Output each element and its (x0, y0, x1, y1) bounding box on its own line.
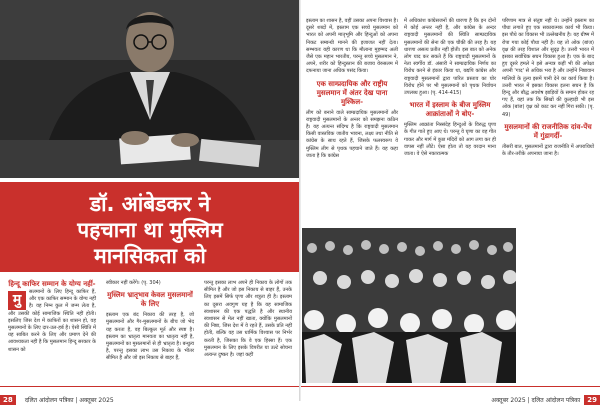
body-text: स्वीकार नहीं करेंगे। (पृ. 304) (106, 280, 161, 286)
right-column-1 (306, 18, 398, 160)
body-text: इस्लाम एक बंद निकाय की तरह है, जो मुसलमानों और गैर-मुसलमानों के बीच जो भेद यह करता है, वह बिल्कुल मूर्त और स्पष्ट है। इस्लाम का भ्रातृत्व मानवता का भ्रातृत्व नहीं है, मुसलमानों का मुसलमानों से ही भ्रातृत्व है। बन्धुत्व है, परन्तु इसका लाभ उस निकाय के भीतर सीमित है और जो इस निकाय से बाहर हैं, (106, 312, 194, 362)
subheading-political-tactics: मुसलमानों की राजनीतिक दांव-पेंच में गुंडागर्दी- (504, 122, 592, 140)
page-number: 28 (0, 395, 16, 405)
drop-cap: मु (8, 291, 26, 310)
article-headline (0, 182, 300, 272)
crowd-photo (302, 228, 516, 383)
headline-line-3: मानसिकता को (94, 244, 206, 268)
folio-label: दलित आंदोलन पत्रिका | अक्तूबर 2025 (24, 397, 114, 404)
body-text: तीसरी बात, मुसलमानों द्वारा राजनीति में अपराधियों के तौर-तरीके अपनाया जाना है। (502, 143, 594, 158)
folio-label: अक्तूबर 2025 | दलित आंदोलन पत्रिका (491, 397, 581, 404)
body-text: सलमानों के लिए हिन्दू काफिर हैं, और एक काफिर सम्मान के योग्य नहीं है। वह निम्न कुल में जन्म लेता है, और उसकी कोई सामाजिक स्थिति नहीं होती। इसलिए जिस देश में काफिरों का शासन हो, वह मुसलमानों के लिए दार-उल-हर्ब है। ऐसी स्थिति में यह साबित करने के लिए और प्रमाण देने की आवश्यकता नहीं है कि मुसलमान हिन्दू सरकार के शासन को (8, 289, 96, 353)
ambedkar-photo (0, 0, 300, 178)
headline-line-2: पहचाना था मुस्लिम (77, 218, 223, 242)
left-column-1 (8, 280, 96, 354)
subheading-kafir: हिन्दू काफिर सम्मान के योग्य नहीं- (8, 280, 96, 288)
subheading-brotherhood: मुस्लिम भ्रातृभाव केवल मुसलमानों के लिए (107, 291, 193, 309)
body-text: लीग को बनाने वाले साम्प्रदायिक मुसलमानों और राष्ट्रवादी मुसलमानों के अन्तर को समझना कठिन है। यह अत्यन्त संदिग्ध है कि राष्ट्रवादी मुसलमान किसी वास्तविक जातीय भावना, लक्ष्य तथा नीति से कांग्रेस के साथ रहते हैं, जिसके फलस्वरूप वे मुस्लिम लीग से पृथक पहचाने जाते हैं। यह कहा जाता है कि कांग्रेस (306, 109, 398, 159)
headline-line-1: डॉ. आंबेडकर ने (89, 192, 211, 216)
left-column-3 (204, 280, 292, 359)
crowd-illustration (302, 228, 516, 383)
subheading-communal-national: एक साम्प्रदायिक और राष्ट्रीय मुसलमान में अंतर देख पाना मुश्किल- (316, 79, 388, 106)
left-column-2 (106, 280, 194, 363)
right-folio (301, 386, 600, 402)
body-text: इस्लाम का शासन है, वहीं उसका अपना विश्वास है। दूसरे शब्दों में, इस्लाम एक सच्चे मुसलमान को भारत को अपनी मातृभूमि और हिन्दुओं को अपना निकट सम्बन्धी मानने की इजाजत नहीं देता। सम्भवतः यही कारण था कि मौलाना मुहम्मद अली जैसे एक महान भारतीय, परन्तु सच्चे मुसलमान ने, अपने, शरीर को हिन्दुस्तान की बजाय येरुसलम में दफनाया जाना अधिक पसंद किया। (306, 18, 398, 75)
body-text: परिणाम मात्र से संतुष्ट नहीं थे। उन्होंने इस्लाम का पौधा लगाते हुए एक सकारात्मक कार्य भी किया। इस पौधे का विकास भी उल्लेखनीय है। यह ग्रीष्म में रोपा गया कोई पौधा नहीं है। यह तो ओक (बांज) वृक्ष की तरह विशाल और सुदृढ़ है। उत्तरी भारत में इसका सर्वाधिक सघन विकास हुआ है। एक के बाद हुए दूसरे हमले ने इसे अन्यत्र कहीं भी की अपेक्षा अपनी 'गाद' से अधिक भरा है और उन्होंने निष्ठावान मालियों के तुल्य इसमें पानी देने का कार्य किया है। उत्तरी भारत में इसका विकास इतना सघन है कि हिन्दू और बौद्ध अवशेष झाड़ियों के समान होकर रह गए हैं, यहां तक कि सिखों की कुल्हाड़ी भी इस ओक (बांज) वृक्ष को काट कर नहीं गिरा सकी। (पृ. 49) (502, 18, 594, 118)
page-number: 29 (584, 395, 600, 405)
right-column-2 (404, 18, 496, 158)
body-text: में अधिकांश कांग्रेसजनों की धारणा है कि इन दोनों में कोई अन्तर नहीं है, और कांग्रेस के अन्दर राष्ट्रवादी मुसलमानों की स्थिति साम्प्रदायिक मुसलमानों की सेना की एक चौकी की तरह है। यह धारणा असत्य प्रतीत नहीं होती। इस बात को अनेक लोग याद कर सकते हैं कि राष्ट्रवादी मुसलमानों के नेता स्वर्गीय डॉ. अंसारी ने साम्प्रदायिक निर्णय का विरोध करने से इंकार किया था, यद्यपि कांग्रेस और राष्ट्रवादी मुसलमानों द्वारा पारित प्रस्ताव का घोर विरोध होने पर भी मुसलमानों को पृथक निर्वाचन उपलब्ध हुआ। (पृ. 414-415) (404, 18, 496, 97)
right-column-3 (502, 18, 594, 158)
page-fold (299, 0, 301, 401)
left-folio (0, 386, 300, 402)
subheading-seeds-of-islam: भारत में इस्लाम के बीज मुस्लिम आक्रांताओं ने बोए- (409, 101, 491, 119)
portrait-illustration (0, 0, 300, 178)
body-text: परन्तु इसका लाभ अपने ही निकाय के लोगों तक सीमित है और जो इस निकाय से बाहर हैं, उनके लिए इसमें सिर्फ घृणा और शत्रुता ही है। इस्लाम का दूसरा अवगुण यह है कि यह सामाजिक स्वशासन की एक पद्धति है और स्थानीय स्वशासन से मेल नहीं खाता, क्योंकि मुसलमानों की निष्ठा, जिस देश में वे रहते हैं, उसके प्रति नहीं होती, बल्कि वह उस धार्मिक विश्वास पर निर्भर करती है, जिसका कि वे एक हिस्सा हैं। एक मुसलमान के लिए इसके विपरीत या उल्टे सोचना अत्यन्त दुष्कर है। जहां कहीं (204, 280, 292, 359)
body-text: मुस्लिम आक्रांता निस्संदेह हिन्दुओं के विरुद्ध घृणा के गीत गाते हुए आए थे। परन्तु वे घृणा का वह गीत गाकर और मार्ग में कुछ मंदिरों को आग लगा कर ही वापस नहीं लौटे। ऐसा होता तो यह वरदान माना जाता। वे ऐसे नकारात्मक (404, 122, 496, 158)
